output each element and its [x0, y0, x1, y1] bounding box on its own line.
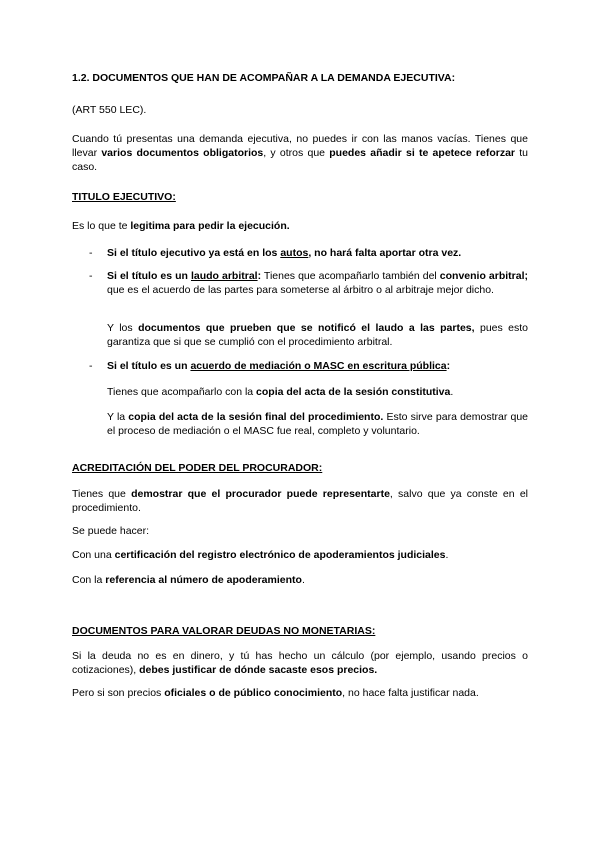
titulo-item-laudo: Si el título es un laudo arbitral: Tienes que acompañarlo también del convenio arbitral; que es el acuerdo de las partes para someterse al árbitro o al arbitraje mejor dicho.: [107, 270, 528, 296]
section-heading-procurador: ACREDITACIÓN DEL PODER DEL PROCURADOR:: [72, 462, 323, 474]
titulo-item-laudo-notificacion: Y los documentos que prueben que se notificó el laudo a las partes, pues esto garantiza que si que se cumplió con el procedimiento arbitral.: [107, 322, 528, 348]
document-title: 1.2. DOCUMENTOS QUE HAN DE ACOMPAÑAR A LA DEMANDA EJECUTIVA:: [72, 72, 456, 84]
procurador-se-puede-hacer: Se puede hacer:: [72, 525, 150, 537]
mediacion-acta-constitutiva: Tienes que acompañarlo con la copia del acta de la sesión constitutiva.: [107, 386, 454, 398]
procurador-opcion-certificacion: Con una certificación del registro electrónico de apoderamientos judiciales.: [72, 549, 449, 561]
bullet-marker: -: [89, 270, 93, 282]
bullet-marker: -: [89, 360, 93, 372]
article-reference: (ART 550 LEC).: [72, 104, 147, 116]
bullet-marker: -: [89, 247, 93, 259]
deudas-paragraph: Si la deuda no es en dinero, y tú has hecho un cálculo (por ejemplo, usando precios o cotizaciones), debes justificar de dónde sacaste esos precios.: [72, 650, 528, 676]
titulo-item-autos: Si el título ejecutivo ya está en los autos, no hará falta aportar otra vez.: [107, 247, 462, 259]
deudas-precios-oficiales: Pero si son precios oficiales o de público conocimiento, no hace falta justificar nada.: [72, 687, 479, 699]
section-heading-deudas: DOCUMENTOS PARA VALORAR DEUDAS NO MONETARIAS:: [72, 625, 376, 637]
section-heading-titulo-ejecutivo: TITULO EJECUTIVO:: [72, 191, 176, 203]
titulo-item-mediacion: Si el título es un acuerdo de mediación o MASC en escritura pública:: [107, 360, 451, 372]
titulo-lead: Es lo que te legitima para pedir la ejecución.: [72, 220, 290, 232]
procurador-opcion-referencia: Con la referencia al número de apoderamiento.: [72, 574, 305, 586]
procurador-paragraph: Tienes que demostrar que el procurador puede representarte, salvo que ya conste en el procedimiento.: [72, 488, 528, 514]
intro-paragraph: Cuando tú presentas una demanda ejecutiva, no puedes ir con las manos vacías. Tienes que llevar varios documentos obligatorios, y otros que puedes añadir si te apetece reforzar tu caso.: [72, 133, 529, 173]
mediacion-acta-final: Y la copia del acta de la sesión final del procedimiento. Esto sirve para demostrar que el proceso de mediación o el MASC fue real, completo y voluntario.: [107, 411, 528, 437]
